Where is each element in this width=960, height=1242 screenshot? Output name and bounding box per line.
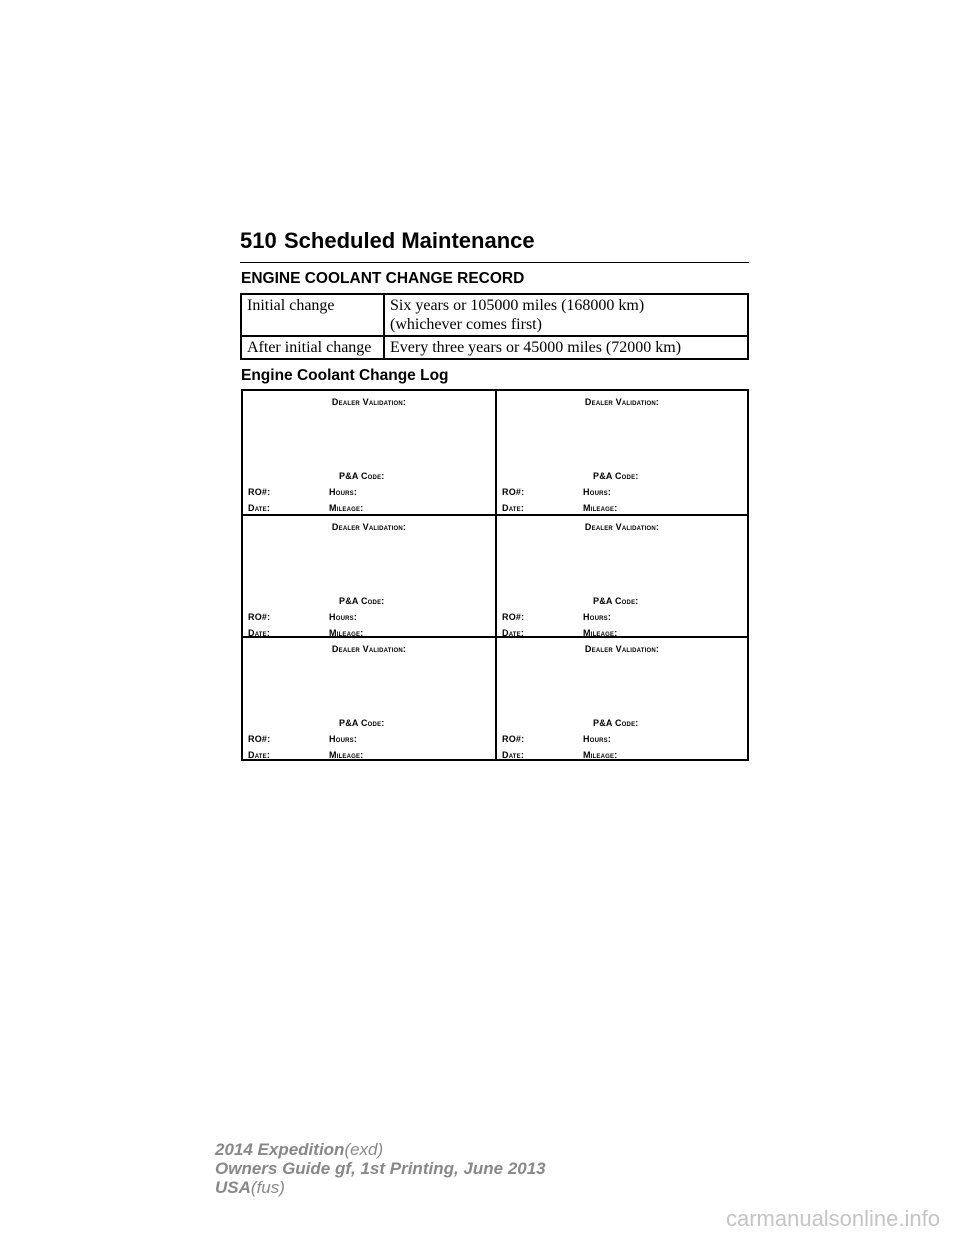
- dealer-validation-label: Dealer Validation:: [331, 521, 407, 532]
- footer-printing: Owners Guide gf, 1st Printing, June 2013: [215, 1159, 546, 1178]
- dealer-validation-label: Dealer Validation:: [584, 397, 660, 407]
- date-label: Date:: [248, 503, 271, 513]
- hours-label: Hours:: [329, 487, 358, 497]
- record-label: Initial change: [241, 294, 384, 336]
- footer-line: [215, 1140, 546, 1159]
- ro-number-label: RO#:: [248, 487, 271, 497]
- page-number: 510: [240, 228, 277, 253]
- ro-number-label: RO#:: [248, 734, 271, 745]
- footer-model-code: (exd): [344, 1140, 384, 1159]
- log-entry-cell: [495, 391, 747, 514]
- pa-code-label: P&A Code:: [593, 718, 639, 729]
- page-header: [240, 228, 749, 263]
- dealer-validation-label: Dealer Validation:: [331, 644, 407, 655]
- record-label: After initial change: [241, 336, 384, 359]
- date-label: Date:: [248, 627, 271, 638]
- mileage-label: Mileage:: [583, 627, 618, 638]
- footer-market-code: (fus): [250, 1178, 285, 1197]
- pa-code-label: P&A Code:: [593, 595, 639, 606]
- coolant-record-heading: ENGINE COOLANT CHANGE RECORD: [241, 270, 525, 287]
- ro-number-label: RO#:: [502, 611, 525, 622]
- hours-label: Hours:: [583, 487, 612, 497]
- table-row: [241, 294, 748, 336]
- log-entry-cell: [495, 636, 747, 759]
- ro-number-label: RO#:: [248, 611, 271, 622]
- coolant-log-grid: [241, 389, 749, 761]
- date-label: Date:: [502, 750, 525, 761]
- footer-model: 2014 Expedition: [215, 1140, 345, 1159]
- record-value-line: Six years or 105000 miles (168000 km): [390, 297, 645, 314]
- mileage-label: Mileage:: [329, 627, 364, 638]
- pa-code-label: P&A Code:: [339, 718, 385, 729]
- ro-number-label: RO#:: [502, 734, 525, 745]
- record-value: [384, 294, 748, 336]
- site-watermark: carmanualsonline.info: [725, 1206, 940, 1231]
- pa-code-label: P&A Code:: [339, 471, 385, 481]
- coolant-log-heading: Engine Coolant Change Log: [241, 367, 449, 384]
- document-footer: [215, 1140, 546, 1197]
- mileage-label: Mileage:: [329, 750, 364, 761]
- dealer-validation-label: Dealer Validation:: [584, 521, 660, 532]
- coolant-change-record-table: [240, 293, 749, 360]
- record-value: Every three years or 45000 miles (72000 km): [384, 336, 748, 359]
- record-value-line: (whichever comes first): [390, 316, 542, 333]
- log-entry-cell: [243, 514, 495, 637]
- date-label: Date:: [502, 627, 525, 638]
- pa-code-label: P&A Code:: [339, 595, 385, 606]
- hours-label: Hours:: [329, 611, 358, 622]
- pa-code-label: P&A Code:: [593, 471, 639, 481]
- table-row: [241, 336, 748, 359]
- ro-number-label: RO#:: [502, 487, 525, 497]
- hours-label: Hours:: [583, 734, 612, 745]
- dealer-validation-label: Dealer Validation:: [331, 397, 407, 407]
- dealer-validation-label: Dealer Validation:: [584, 644, 660, 655]
- section-title: Scheduled Maintenance: [284, 228, 535, 253]
- log-entry-cell: [243, 391, 495, 514]
- hours-label: Hours:: [583, 611, 612, 622]
- footer-market: USA: [215, 1178, 251, 1197]
- date-label: Date:: [502, 503, 525, 513]
- mileage-label: Mileage:: [329, 503, 364, 513]
- mileage-label: Mileage:: [583, 503, 618, 513]
- date-label: Date:: [248, 750, 271, 761]
- footer-line: [215, 1178, 546, 1197]
- log-entry-cell: [495, 514, 747, 637]
- log-entry-cell: [243, 636, 495, 759]
- hours-label: Hours:: [329, 734, 358, 745]
- mileage-label: Mileage:: [583, 750, 618, 761]
